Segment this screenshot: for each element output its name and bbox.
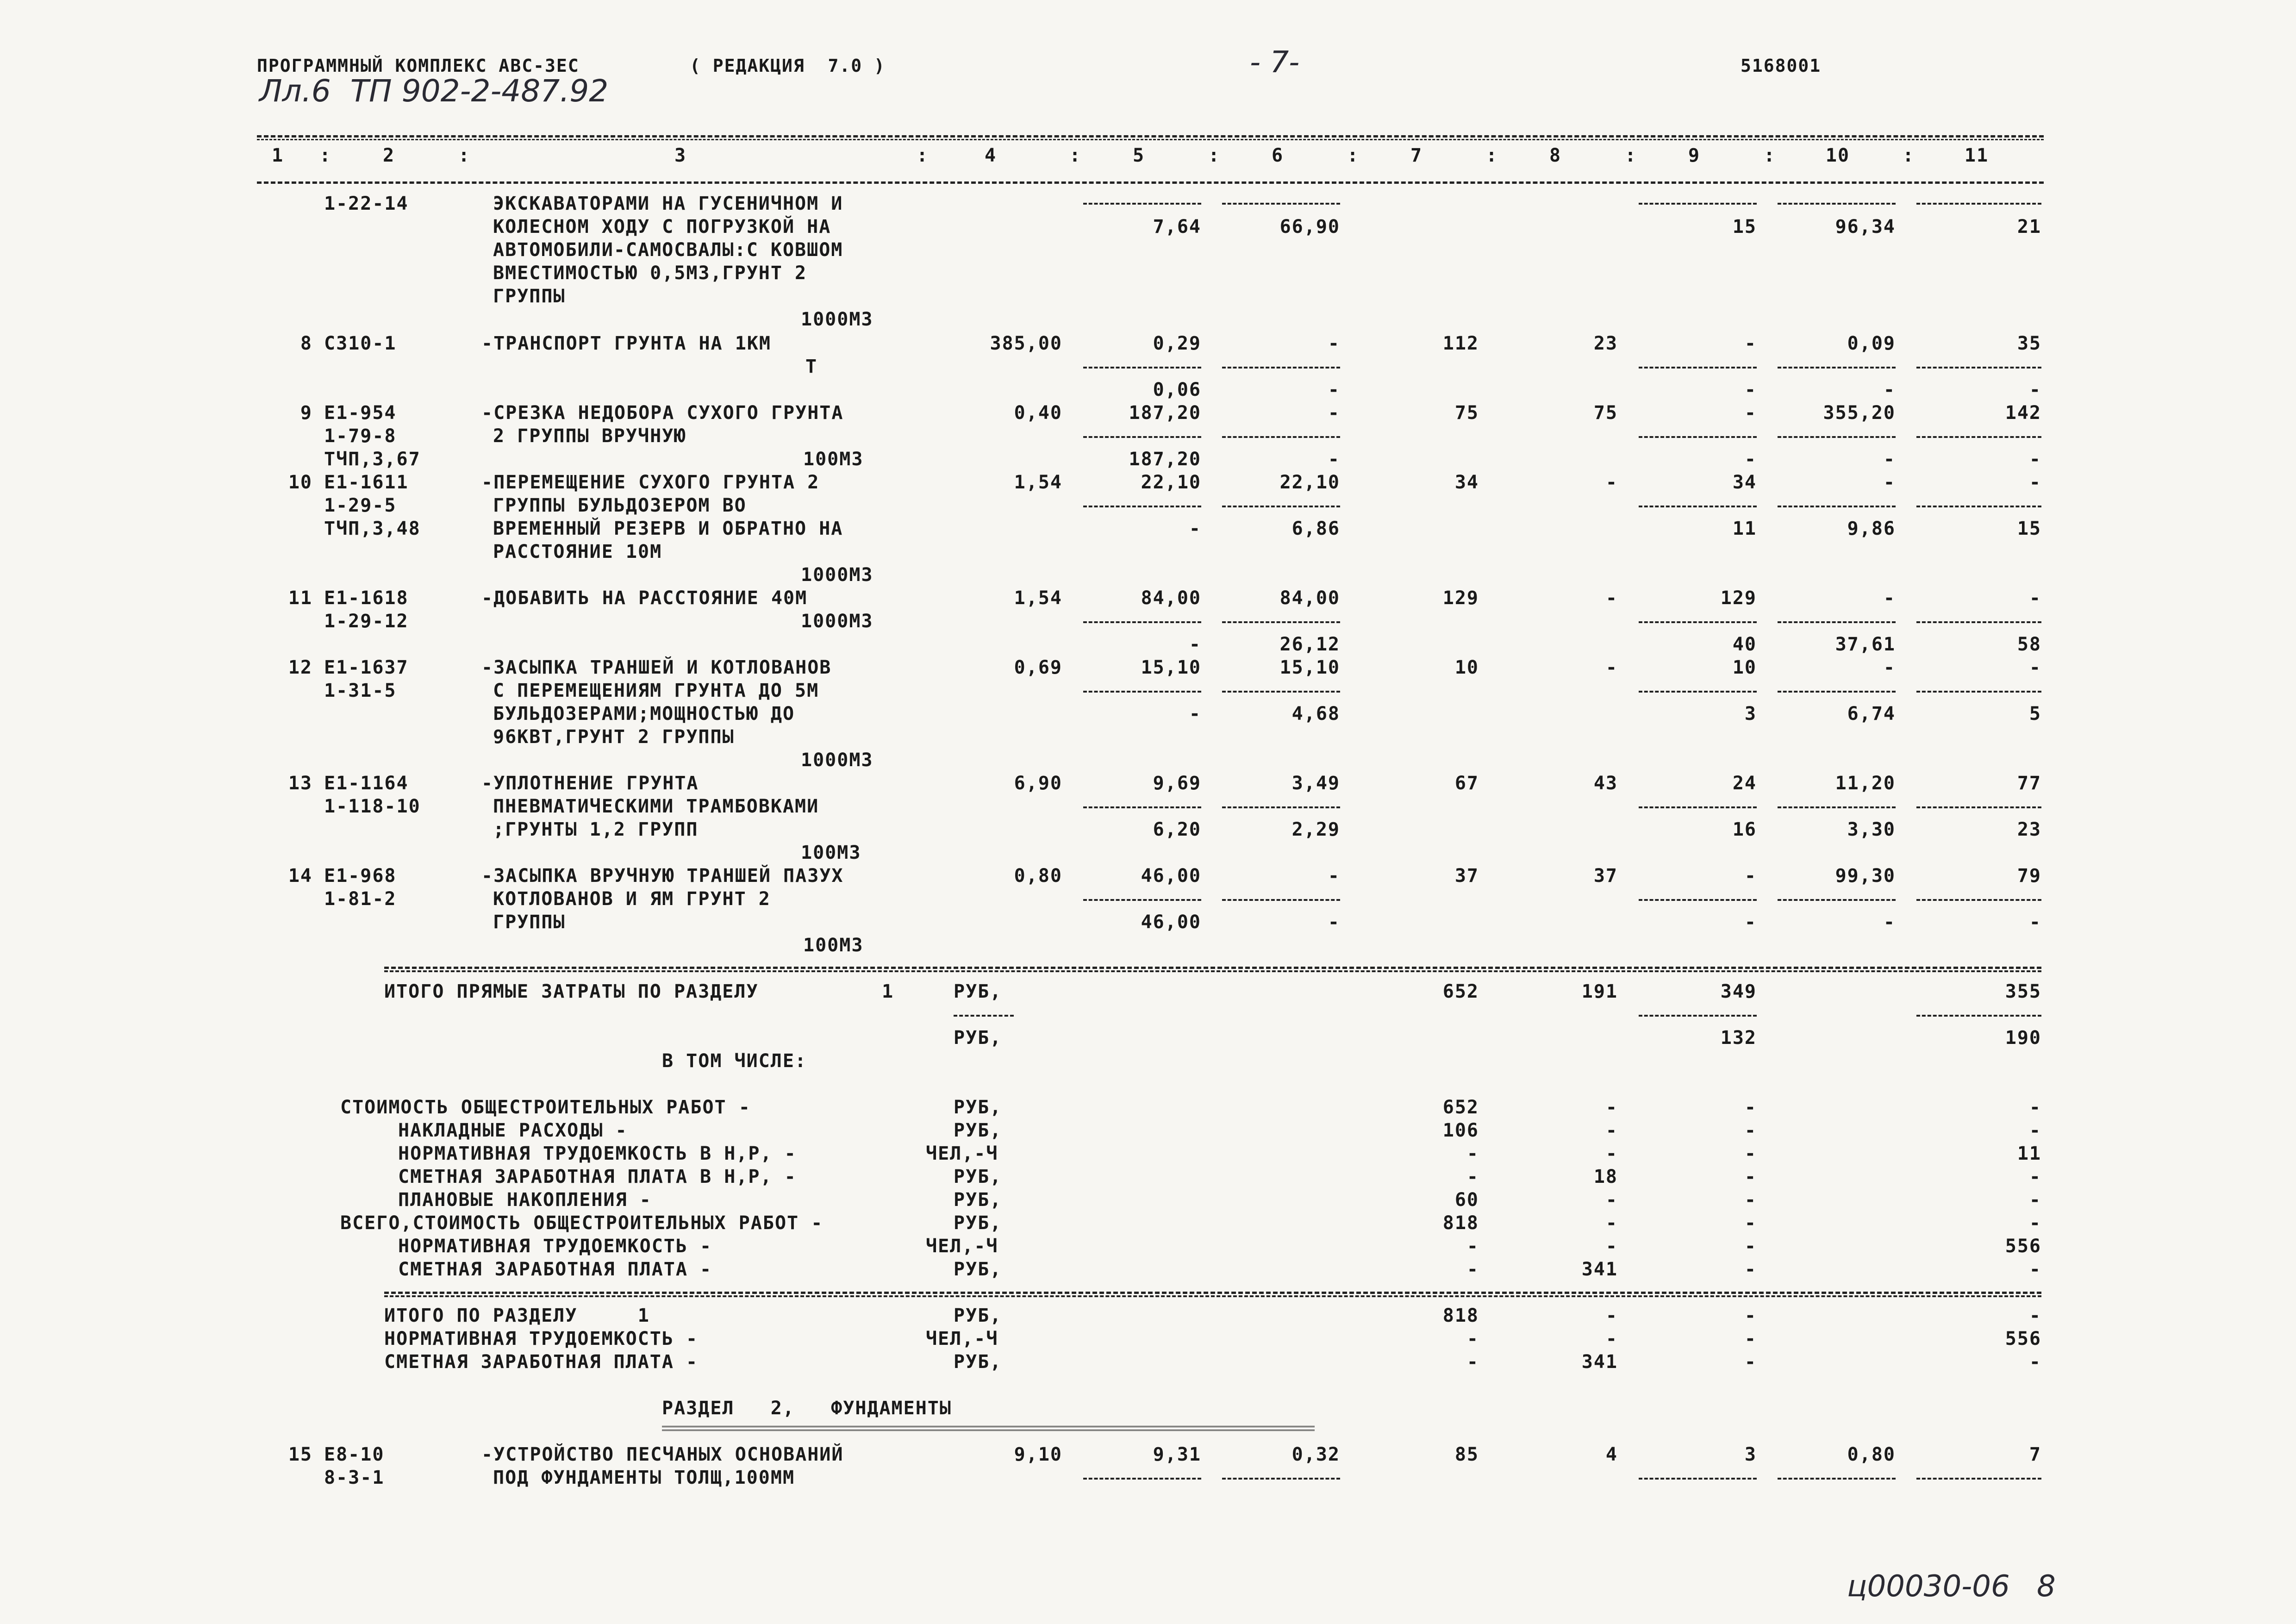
estimate-page: ПРОГРАММНЫЙ КОМПЛЕКС АВС-3ЕС ( РЕДАКЦИЯ 7.0 ) - 7- 5168001 Лл.6 ТП 902-2-487.92 1 2 3 4 5 6 7 8 9 10 11 : : : : : : : : : : 1-22-14 ЭКСКАВАТОРАМИ НА ГУСЕНИЧНОМ И КОЛЕСНОМ ХОДУ С ПОГРУЗКОЙ НА АВТОМОБИЛИ-САМОСВАЛЫ:С КОВШОМ ВМЕСТИМОСТЬЮ 0,5М3,ГРУНТ 2 ГРУППЫ 1000М3 7,64 66,90 15 96,34 21 8 С310-1 -ТРАНСПОРТ ГРУНТА НА 1КМ Т 385,00 0,29 - 112 23 - 0,09 35 0,06 - - - - 9 Е1-954 1-79-8 ТЧП,3,67 -СРЕЗКА НЕДОБОРА СУХОГО ГРУНТА 2 ГРУППЫ ВРУЧНУЮ 100М3 0,40 187,20 - 75 75 - 355,20 142 187,20 - - - - 10 Е1-1611 1-29-5 ТЧП,3,48 -ПЕРЕМЕЩЕНИЕ СУХОГО ГРУНТА 2 ГРУППЫ БУЛЬДОЗЕРОМ ВО ВРЕМЕННЫЙ РЕЗЕРВ И ОБРАТНО НА РАССТОЯНИЕ 10М 1000М3 1,54 22,10 22,10 34 - 34 - - - 6,86 11 9,86 15 11 Е1-1618 1-29-12 -ДОБАВИТЬ НА РАССТОЯНИЕ 40М 1000М3 1,54 84,00 84,00 129 - 129 - - - 26,12 40 37,61 58 12 Е1-1637 1-31-5 -ЗАСЫПКА ТРАНШЕЙ И КОТЛОВАНОВ С ПЕРЕМЕЩЕНИЯМ ГРУНТА ДО 5М БУЛЬДОЗЕРАМИ;МОЩНОСТЬЮ ДО 96КВТ,ГРУНТ 2 ГРУППЫ 1000М3 0,69 15,10 15,10 10 - 10 - - - 4,68 3 6,74 5 13 Е1-1164 1-118-10 -УПЛОТНЕНИЕ ГРУНТА ПНЕВМАТИЧЕСКИМИ ТРАМБОВКАМИ ;ГРУНТЫ 1,2 ГРУПП 100М3 6,90 9,69 3,49 67 43 24 11,20 77 6,20 2,29 16 3,30 23 14 Е1-968 1-81-2 -ЗАСЫПКА ВРУЧНУЮ ТРАНШЕЙ ПАЗУХ КОТЛОВАНОВ И ЯМ ГРУНТ 2 ГРУППЫ 100М3 0,80 46,00 - 37 37 - 99,30 79 46,00 - - - - ИТОГО ПРЯМЫЕ ЗАТРАТЫ ПО РАЗДЕЛУ 1 РУБ, 652 191 349 355 РУБ, 132 190 В ТОМ ЧИСЛЕ: СТОИМОСТЬ ОБЩЕСТРОИТЕЛЬНЫХ РАБОТ - РУБ, 652 - - - НАКЛАДНЫЕ РАСХОДЫ - РУБ, 106 - - - НОРМАТИВНАЯ ТРУДОЕМКОСТЬ В Н,Р, - ЧЕЛ,-Ч - - - 11 СМЕТНАЯ ЗАРАБОТНАЯ ПЛАТА В Н,Р, - РУБ, - 18 - - ПЛАНОВЫЕ НАКОПЛЕНИЯ - РУБ, 60 - - - ВСЕГО,СТОИМОСТЬ ОБЩЕСТРОИТЕЛЬНЫХ РАБОТ - РУБ, 818 - - - НОРМАТИВНАЯ ТРУДОЕМКОСТЬ - ЧЕЛ,-Ч - - - 556 СМЕТНАЯ ЗАРАБОТНАЯ ПЛАТА - РУБ, - 341 - - ИТОГО ПО РАЗДЕЛУ 1 РУБ, 818 - - - НОРМАТИВНАЯ ТРУДОЕМКОСТЬ - ЧЕЛ,-Ч - - - 556 СМЕТНАЯ ЗАРАБОТНАЯ ПЛАТА - РУБ, - 341 - - РАЗДЕЛ 2, ФУНДАМЕНТЫ 15 Е8-10 8-3-1 -УСТРОЙСТВО ПЕСЧАНЫХ ОСНОВАНИЙ ПОД ФУНДАМЕНТЫ ТОЛЩ,100ММ 9,10 9,31 0,32 85 4 3 0,80 7 ц00030-06 8 [257, 45, 2056, 1604]
cell-c6: 22,10 [1279, 472, 1340, 493]
cell-c6: - [1328, 333, 1340, 354]
cell-c11: 21 [2017, 216, 2041, 237]
row-code-2: 1-29-12 [324, 611, 409, 632]
row-code-3: ТЧП,3,67 [324, 449, 421, 470]
sheet-note-handwritten: Лл.6 ТП 902-2-487.92 [259, 73, 609, 109]
row-unit: 1000М3 [801, 564, 873, 586]
col-8: 8 [1549, 145, 1562, 166]
cell-c11-wage: - [2029, 912, 2041, 933]
row-code-2: 1-118-10 [324, 796, 421, 817]
row-description: -ЗАСЫПКА ВРУЧНУЮ ТРАНШЕЙ ПАЗУХ [481, 865, 844, 887]
cell-c6: 3,49 [1292, 773, 1340, 794]
document-code: 5168001 [1741, 56, 1822, 76]
cell-c5-wage: 46,00 [1141, 912, 1201, 933]
program-title: ПРОГРАММНЫЙ КОМПЛЕКС АВС-3ЕС [257, 56, 580, 76]
row-code: Е1-968 [324, 865, 397, 887]
page-number: - 7- [1250, 45, 1300, 80]
cell-c10-wage: 9,86 [1847, 518, 1896, 539]
cell-c10: 11,20 [1835, 773, 1896, 794]
cell-c4: 6,90 [1014, 773, 1062, 794]
row-code: Е1-1618 [324, 587, 409, 609]
cell-c11-wage: - [2029, 449, 2041, 470]
cell-c6-wage: 4,68 [1292, 703, 1340, 725]
cell-c10: 99,30 [1835, 865, 1896, 887]
cell-c5: 7,64 [1153, 216, 1201, 237]
cell-c6: 84,00 [1279, 587, 1340, 609]
cell-c7: 129 [1442, 587, 1479, 609]
section-2-title: РАЗДЕЛ 2, ФУНДАМЕНТЫ [662, 1398, 952, 1419]
cell-c7: 75 [1454, 402, 1479, 424]
row-description: -УПЛОТНЕНИЕ ГРУНТА [481, 773, 699, 794]
cell-c6-wage: - [1328, 379, 1340, 400]
cell-c5-wage: - [1189, 518, 1201, 539]
col-3: 3 [674, 145, 687, 166]
row-description: ГРУППЫ [493, 286, 566, 307]
cell-c5: 187,20 [1129, 402, 1201, 424]
cell-c7: 34 [1454, 472, 1479, 493]
col-11: 11 [1964, 145, 1989, 166]
row-number: 14 [288, 865, 312, 887]
row-description: -СРЕЗКА НЕДОБОРА СУХОГО ГРУНТА [481, 402, 844, 424]
cell-c11-wage: - [2029, 379, 2041, 400]
row-description: АВТОМОБИЛИ-САМОСВАЛЫ:С КОВШОМ [493, 239, 843, 261]
row-description: ПНЕВМАТИЧЕСКИМИ ТРАМБОВКАМИ [493, 796, 819, 817]
cell-c11: - [2029, 657, 2041, 678]
cell-c6-wage: 2,29 [1292, 819, 1340, 840]
cell-c11: 355 [2005, 981, 2041, 1002]
cell-c4: 1,54 [1014, 587, 1062, 609]
row-description: ЭКСКАВАТОРАМИ НА ГУСЕНИЧНОМ И [493, 193, 843, 214]
cell-c4: 9,10 [1014, 1444, 1062, 1465]
cell-c9-wage: 3 [1744, 703, 1757, 725]
cell-c5: 84,00 [1141, 587, 1201, 609]
cell-c7: 37 [1454, 865, 1479, 887]
cell-c10-wage: - [1883, 379, 1896, 400]
col-5: 5 [1132, 145, 1145, 166]
row-description: С ПЕРЕМЕЩЕНИЯМ ГРУНТА ДО 5М [493, 680, 819, 701]
cell-c6: 15,10 [1279, 657, 1340, 678]
row-description: ВМЕСТИМОСТЬЮ 0,5М3,ГРУНТ 2 [493, 262, 807, 284]
cell-c6: - [1328, 402, 1340, 424]
cell-c6-wage: - [1328, 912, 1340, 933]
cell-c5-wage: 187,20 [1129, 449, 1201, 470]
cell-c9: 34 [1732, 472, 1757, 493]
cell-c5-wage: - [1189, 634, 1201, 655]
cell-c11-wage: 190 [2005, 1027, 2041, 1049]
rule-section-total [384, 1292, 2041, 1294]
cell-c5-wage: 0,06 [1153, 379, 1201, 400]
row-description: КОЛЕСНОМ ХОДУ С ПОГРУЗКОЙ НА [493, 216, 831, 237]
cell-c9: - [1744, 402, 1757, 424]
cell-c7: 652 [1442, 981, 1479, 1002]
section-number: 1 [882, 981, 894, 1002]
row-description: ВРЕМЕННЫЙ РЕЗЕРВ И ОБРАТНО НА [493, 518, 843, 539]
row-code: Е1-1611 [324, 472, 409, 493]
row-number: 10 [288, 472, 312, 493]
cell-c10: 96,34 [1835, 216, 1896, 237]
col-1: 1 [271, 145, 284, 166]
row-code-2: 1-31-5 [324, 680, 397, 701]
row-description: -ЗАСЫПКА ТРАНШЕЙ И КОТЛОВАНОВ [481, 657, 832, 678]
row-code-2: 1-79-8 [324, 425, 397, 447]
cell-c11: 79 [2017, 865, 2041, 887]
cell-c9-wage: - [1744, 379, 1757, 400]
cell-c10: - [1883, 587, 1896, 609]
rule-top [257, 135, 2044, 137]
cell-c5: 9,69 [1153, 773, 1201, 794]
section-2-underline [662, 1426, 1315, 1427]
cell-c10-wage: 6,74 [1847, 703, 1896, 725]
row-description: БУЛЬДОЗЕРАМИ;МОЩНОСТЬЮ ДО [493, 703, 795, 725]
cell-c10: 0,09 [1847, 333, 1896, 354]
cell-c5: 9,31 [1153, 1444, 1201, 1465]
cell-c10-wage: - [1883, 449, 1896, 470]
row-code: Е1-954 [324, 402, 397, 424]
cell-c9: 349 [1720, 981, 1757, 1002]
cell-c10: 0,80 [1847, 1444, 1896, 1465]
cell-c4: 0,40 [1014, 402, 1062, 424]
row-description: 2 ГРУППЫ ВРУЧНУЮ [493, 425, 686, 447]
archive-stamp: ц00030-06 [1847, 1569, 2010, 1604]
cell-c5: 15,10 [1141, 657, 1201, 678]
row-unit: Т [805, 356, 818, 377]
row-number: 12 [288, 657, 312, 678]
cell-c6: 66,90 [1279, 216, 1340, 237]
rule-top-2 [257, 139, 2044, 140]
cell-c8: 191 [1581, 981, 1618, 1002]
cell-c7: 112 [1442, 333, 1479, 354]
cell-c9: 129 [1720, 587, 1757, 609]
cell-c8: 4 [1605, 1444, 1618, 1465]
row-unit: 1000М3 [801, 309, 873, 330]
col-2: 2 [382, 145, 395, 166]
row-number: 11 [288, 587, 312, 609]
row-code: Е1-1164 [324, 773, 409, 794]
row-code: С310-1 [324, 333, 397, 354]
cell-c8: 43 [1593, 773, 1618, 794]
cell-c10-wage: 37,61 [1835, 634, 1896, 655]
cell-c10-wage: - [1883, 912, 1896, 933]
row-description: ГРУППЫ БУЛЬДОЗЕРОМ ВО [493, 495, 747, 516]
cell-c11: - [2029, 472, 2041, 493]
row-number: 15 [288, 1444, 312, 1465]
row-number: 9 [300, 402, 312, 424]
row-description: 96КВТ,ГРУНТ 2 ГРУППЫ [493, 726, 735, 748]
cell-c5: 46,00 [1141, 865, 1201, 887]
cell-c11-wage: 15 [2017, 518, 2041, 539]
row-number: 8 [300, 333, 312, 354]
row-code-2: 8-3-1 [324, 1467, 385, 1488]
cell-c9: - [1744, 333, 1757, 354]
including-label: В ТОМ ЧИСЛЕ: [662, 1050, 807, 1072]
cell-c11: - [2029, 587, 2041, 609]
col-6: 6 [1271, 145, 1284, 166]
cell-c9-wage: 16 [1732, 819, 1757, 840]
rule-totals [384, 967, 2041, 969]
row-description: -ТРАНСПОРТ ГРУНТА НА 1КМ [481, 333, 771, 354]
row-description: РАССТОЯНИЕ 10М [493, 541, 662, 562]
row-description: ГРУППЫ [493, 912, 566, 933]
cell-c10: 355,20 [1823, 402, 1896, 424]
cell-c8: 37 [1593, 865, 1618, 887]
sheet-number: 8 [2037, 1569, 2056, 1604]
cell-c4: 1,54 [1014, 472, 1062, 493]
cell-c11: 7 [2029, 1444, 2041, 1465]
cell-c4: 0,69 [1014, 657, 1062, 678]
row-code: Е1-1637 [324, 657, 409, 678]
row-number: 13 [288, 773, 312, 794]
cell-c9-wage: - [1744, 912, 1757, 933]
cell-c9: - [1744, 865, 1757, 887]
cell-c9: 24 [1732, 773, 1757, 794]
cell-c5-wage: - [1189, 703, 1201, 725]
cell-c4: 385,00 [990, 333, 1062, 354]
unit-label: РУБ, [954, 1027, 1002, 1049]
cell-c6-wage: - [1328, 449, 1340, 470]
cell-c8: - [1605, 587, 1618, 609]
cell-c4: 0,80 [1014, 865, 1062, 887]
row-description: КОТЛОВАНОВ И ЯМ ГРУНТ 2 [493, 888, 771, 910]
cell-c11: 142 [2005, 402, 2041, 424]
cell-c9: 3 [1744, 1444, 1757, 1465]
cell-c10-wage: 3,30 [1847, 819, 1896, 840]
cell-c8: 75 [1593, 402, 1618, 424]
cell-c9-wage: - [1744, 449, 1757, 470]
cell-c9-wage: 11 [1732, 518, 1757, 539]
row-code-2: 1-81-2 [324, 888, 397, 910]
cell-c9: 10 [1732, 657, 1757, 678]
cell-c5: 0,29 [1153, 333, 1201, 354]
cell-c7: 67 [1454, 773, 1479, 794]
cell-c6-wage: 26,12 [1279, 634, 1340, 655]
cell-c10: - [1883, 657, 1896, 678]
cell-c6-wage: 6,86 [1292, 518, 1340, 539]
cell-c9: 15 [1732, 216, 1757, 237]
row-unit: 1000М3 [801, 750, 873, 771]
cell-c8: - [1605, 472, 1618, 493]
cell-c7: 85 [1454, 1444, 1479, 1465]
row-unit: 100М3 [803, 935, 864, 956]
cell-c11-wage: 23 [2017, 819, 2041, 840]
cell-c11-wage: 5 [2029, 703, 2041, 725]
rule-header-bottom [257, 181, 2044, 184]
row-description: -ДОБАВИТЬ НА РАССТОЯНИЕ 40М [481, 587, 808, 609]
row-description: ;ГРУНТЫ 1,2 ГРУПП [493, 819, 699, 840]
cell-c9-wage: 40 [1732, 634, 1757, 655]
row-unit: 100М3 [803, 449, 864, 470]
row-code-3: ТЧП,3,48 [324, 518, 421, 539]
cell-c11: 35 [2017, 333, 2041, 354]
row-code: Е8-10 [324, 1444, 385, 1465]
col-7: 7 [1410, 145, 1423, 166]
row-unit: 1000М3 [801, 611, 873, 632]
cell-c10: - [1883, 472, 1896, 493]
row-description: -ПЕРЕМЕЩЕНИЕ СУХОГО ГРУНТА 2 [481, 472, 820, 493]
row-description: ПОД ФУНДАМЕНТЫ ТОЛЩ,100ММ [493, 1467, 795, 1488]
col-4: 4 [984, 145, 997, 166]
edition-label: ( РЕДАКЦИЯ 7.0 ) [690, 56, 886, 76]
cell-c6: 0,32 [1292, 1444, 1340, 1465]
cell-c5-wage: 6,20 [1153, 819, 1201, 840]
direct-costs-label: ИТОГО ПРЯМЫЕ ЗАТРАТЫ ПО РАЗДЕЛУ [384, 981, 759, 1002]
cell-c11: 77 [2017, 773, 2041, 794]
cell-c5: 22,10 [1141, 472, 1201, 493]
cell-c9-wage: 132 [1720, 1027, 1757, 1049]
cell-c11-wage: 58 [2017, 634, 2041, 655]
row-code: 1-22-14 [324, 193, 409, 214]
cell-c7: 10 [1454, 657, 1479, 678]
row-code-2: 1-29-5 [324, 495, 397, 516]
row-description: -УСТРОЙСТВО ПЕСЧАНЫХ ОСНОВАНИЙ [481, 1444, 844, 1465]
col-10: 10 [1825, 145, 1850, 166]
cell-c8: - [1605, 657, 1618, 678]
cell-c6: - [1328, 865, 1340, 887]
unit-label: РУБ, [954, 981, 1002, 1002]
col-9: 9 [1688, 145, 1701, 166]
cell-c8: 23 [1593, 333, 1618, 354]
row-unit: 100М3 [801, 842, 861, 863]
